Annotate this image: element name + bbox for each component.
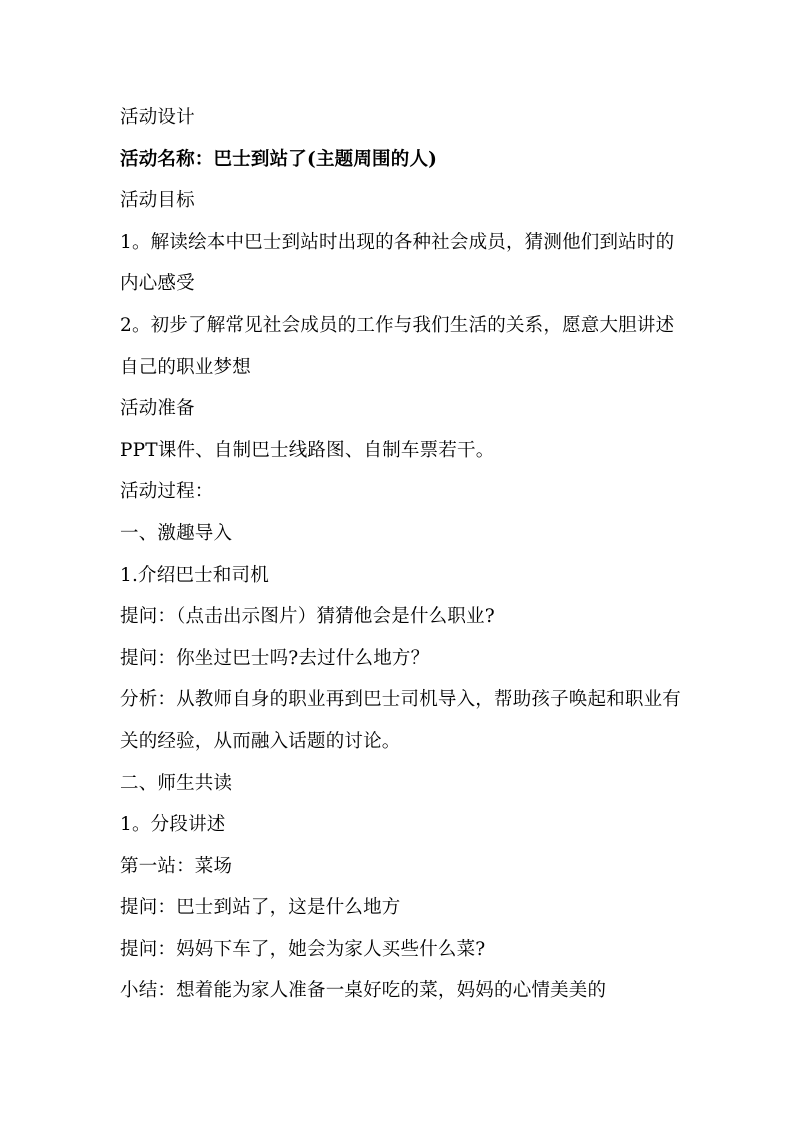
text-line: 关的经验，从而融入话题的讨论。 (120, 730, 401, 752)
section-heading: 活动过程： (120, 481, 214, 503)
document-body (120, 97, 682, 1012)
subsection-heading: 一、激趣导入 (120, 522, 233, 544)
section-heading: 活动准备 (120, 398, 195, 420)
text-line: 小结：想着能为家人准备一桌好吃的菜，妈妈的心情美美的 (120, 980, 607, 1002)
text-line: 内心感受 (120, 273, 195, 295)
text-line: 提问：（点击出示图片）猜猜他会是什么职业? (120, 606, 495, 628)
text-line: 提问：巴士到站了，这是什么地方 (120, 897, 401, 919)
text-line: 2。初步了解常见社会成员的工作与我们生活的关系，愿意大胆讲述 (120, 314, 675, 336)
text-line: 1。分段讲述 (120, 814, 226, 836)
text-line: 提问：你坐过巴士吗?去过什么地方？ (120, 647, 430, 669)
section-heading: 活动目标 (120, 190, 195, 212)
text-line: 第一站：菜场 (120, 855, 233, 877)
text-line: 提问：妈妈下车了，她会为家人买些什么菜? (120, 938, 486, 960)
text-line: 1.介绍巴士和司机 (120, 564, 269, 586)
text-line: 自己的职业梦想 (120, 356, 251, 378)
section-heading: 活动设计 (120, 107, 195, 128)
activity-title: 活动名称：巴士到站了(主题周围的人) (120, 148, 438, 170)
text-line: PPT课件、自制巴士线路图、自制车票若干。 (120, 439, 495, 461)
text-line: 分析：从教师自身的职业再到巴士司机导入，帮助孩子唤起和职业有 (120, 689, 682, 711)
text-line: 1。解读绘本中巴士到站时出现的各种社会成员，猜测他们到站时的 (120, 231, 675, 253)
subsection-heading: 二、师生共读 (120, 772, 233, 794)
